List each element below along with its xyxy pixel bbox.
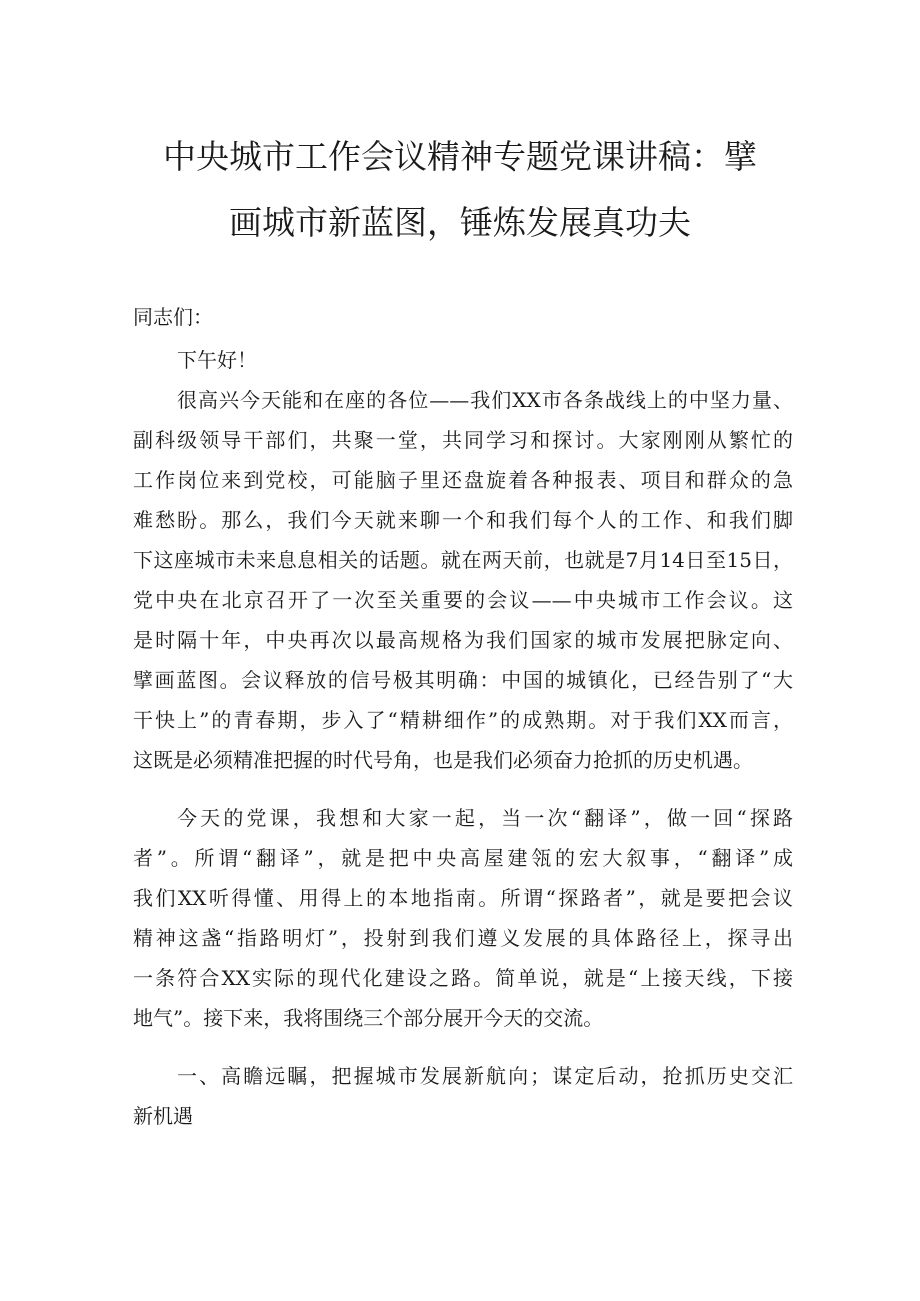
greeting: 下午好！ <box>177 348 257 372</box>
paragraph-line: 很高兴今天能和在座的各位——我们XX市各条战线上的中坚力量、 <box>177 388 793 412</box>
paragraph-line: 工作岗位来到党校，可能脑子里还盘旋着各种报表、项目和群众的急 <box>133 468 793 492</box>
paragraph-line: 党中央在北京召开了一次至关重要的会议——中央城市工作会议。这 <box>133 588 793 612</box>
paragraph-line: 今天的党课，我想和大家一起，当一次“翻译”，做一回“探路 <box>177 806 793 830</box>
paragraph-line: 者”。所谓“翻译”，就是把中央高屋建瓴的宏大叙事，“翻译”成 <box>133 846 793 870</box>
section-heading-line: 新机遇 <box>133 1104 193 1128</box>
section-heading-line: 一、高瞻远瞩，把握城市发展新航向；谋定后动，抢抓历史交汇 <box>177 1064 793 1088</box>
paragraph-line: 副科级领导干部们，共聚一堂，共同学习和探讨。大家刚刚从繁忙的 <box>133 428 793 452</box>
document-title-line-2: 画城市新蓝图，锤炼发展真功夫 <box>229 203 691 242</box>
paragraph-line: 精神这盏“指路明灯”，投射到我们遵义发展的具体路径上，探寻出 <box>133 926 793 950</box>
paragraph-line: 是时隔十年，中央再次以最高规格为我们国家的城市发展把脉定向、 <box>133 628 793 652</box>
paragraph-line: 难愁盼。那么，我们今天就来聊一个和我们每个人的工作、和我们脚 <box>133 508 793 532</box>
paragraph-line: 下这座城市未来息息相关的话题。就在两天前，也就是7月14日至15日， <box>133 548 793 572</box>
paragraph-line: 一条符合XX实际的现代化建设之路。简单说，就是“上接天线，下接 <box>133 966 793 990</box>
paragraph-line: 这既是必须精准把握的时代号角，也是我们必须奋力抢抓的历史机遇。 <box>133 748 753 772</box>
paragraph-line: 擘画蓝图。会议释放的信号极其明确：中国的城镇化，已经告别了“大 <box>133 668 793 692</box>
paragraph-line: 我们XX听得懂、用得上的本地指南。所谓“探路者”，就是要把会议 <box>133 886 793 910</box>
paragraph-line: 地气”。接下来，我将围绕三个部分展开今天的交流。 <box>133 1006 604 1030</box>
document-title-line-1: 中央城市工作会议精神专题党课讲稿：擘 <box>163 137 757 176</box>
salutation: 同志们： <box>133 305 213 329</box>
paragraph-line: 干快上”的青春期，步入了“精耕细作”的成熟期。对于我们XX而言， <box>133 708 793 732</box>
